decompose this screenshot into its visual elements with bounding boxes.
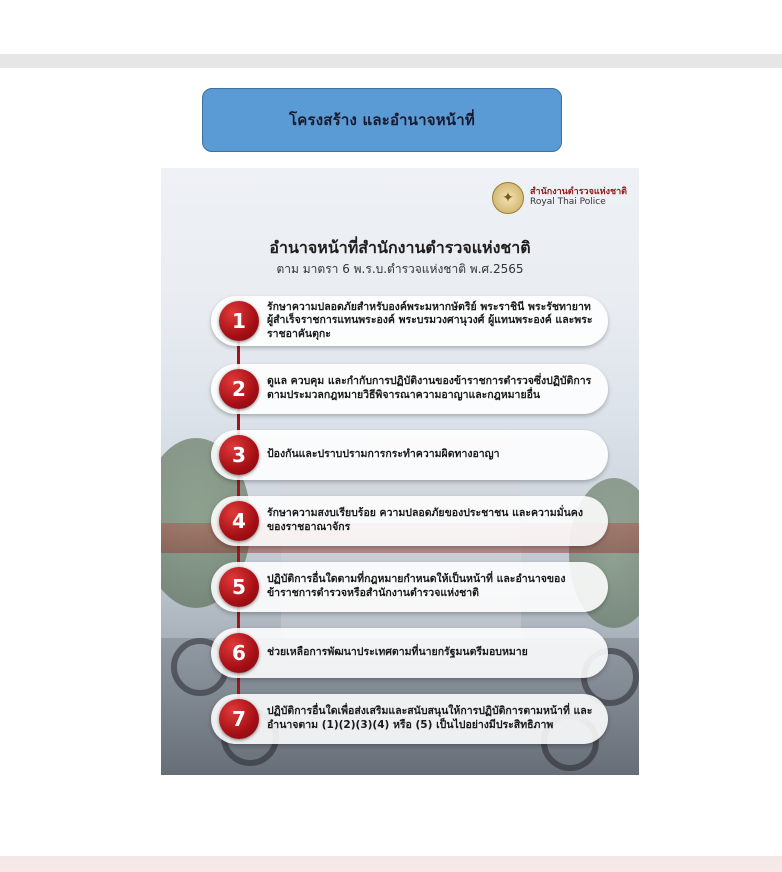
duty-item-3 [211,430,608,480]
duty-item-5 [211,562,608,612]
duty-number-badge: 1 [219,301,259,341]
duty-text: รักษาความสงบเรียบร้อย ความปลอดภัยของประชาชน และความมั่นคงของราชอาณาจักร [267,507,583,533]
duty-text: ปฏิบัติการอื่นใดเพื่อส่งเสริมและสนับสนุนให้การปฏิบัติการตามหน้าที่ และอำนาจตาม (1)(2)(3)(4) หรือ (5) เป็นไปอย่างมีประสิทธิภาพ [267,705,593,731]
top-divider-band [0,54,782,68]
bottom-footer-band [0,856,782,872]
logo-name-en: Royal Thai Police [530,197,606,207]
duty-item-1 [211,296,608,346]
duty-text: ปฏิบัติการอื่นใดตามที่กฎหมายกำหนดให้เป็นหน้าที่ และอำนาจของข้าราชการตำรวจหรือสำนักงานตำรวจแห่งชาติ [267,573,566,599]
duty-text: ช่วยเหลือการพัฒนาประเทศตามที่นายกรัฐมนตรีมอบหมาย [267,646,528,659]
poster-title: อำนาจหน้าที่สำนักงานตำรวจแห่งชาติ [269,238,531,257]
duty-item-6 [211,628,608,678]
section-title-box [202,88,562,152]
section-title: โครงสร้าง และอำนาจหน้าที่ [289,111,475,129]
police-logo [492,182,627,214]
duties-poster-image [161,168,639,775]
duty-text: ดูแล ควบคุม และกำกับการปฏิบัติงานของข้าราชการตำรวจซึ่งปฏิบัติการตามประมวลกฎหมายวิธีพิจารณาความอาญาและกฎหมายอื่น [267,375,592,401]
duty-text: ป้องกันและปราบปรามการกระทำความผิดทางอาญา [267,448,500,461]
logo-name-th: สำนักงานตำรวจแห่งชาติ [530,187,627,198]
duty-item-4 [211,496,608,546]
duty-number-badge: 4 [219,501,259,541]
poster-subtitle: ตาม มาตรา 6 พ.ร.บ.ตำรวจแห่งชาติ พ.ศ.2565 [276,262,524,276]
duty-item-7 [211,694,608,744]
duty-number-badge: 3 [219,435,259,475]
police-seal-icon: ✦ [492,182,524,214]
duty-number-badge: 5 [219,567,259,607]
duty-number-badge: 2 [219,369,259,409]
duty-item-2 [211,364,608,414]
duty-text: รักษาความปลอดภัยสำหรับองค์พระมหากษัตริย์ พระราชินี พระรัชทายาท ผู้สำเร็จราชการแทนพระองค์ พระบรมวงศานุวงศ์ ผู้แทนพระองค์ และพระราชอาคันตุกะ [267,300,593,340]
duty-number-badge: 6 [219,633,259,673]
duty-number-badge: 7 [219,699,259,739]
